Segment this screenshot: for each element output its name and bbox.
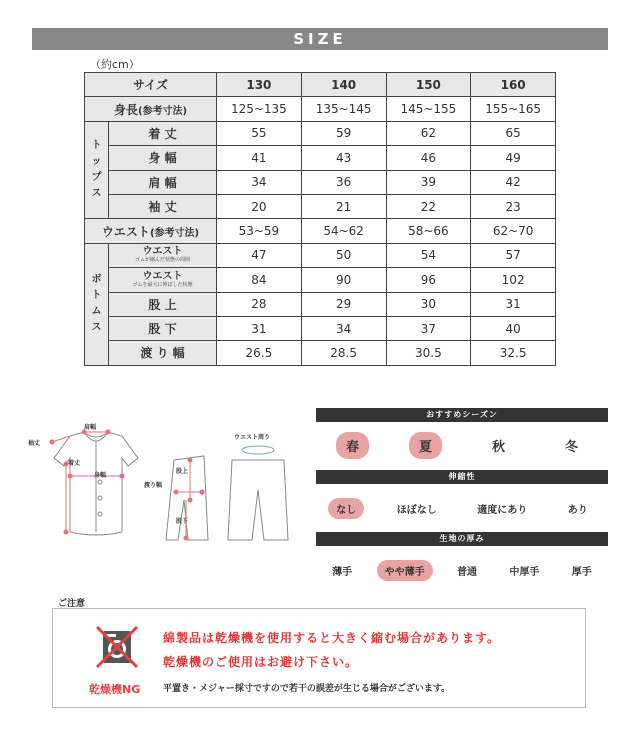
table-cell: 102 bbox=[471, 268, 556, 292]
bottoms-row-label: 股 下 bbox=[109, 316, 217, 340]
table-cell: 40 bbox=[471, 316, 556, 340]
thickness-medium-thick: 中厚手 bbox=[509, 567, 540, 578]
tops-row-label: 着 丈 bbox=[109, 121, 217, 145]
table-cell: 21 bbox=[301, 194, 386, 218]
bottoms-row-label: 股 上 bbox=[109, 292, 217, 316]
bottoms-group-label: ボ ト ム ス bbox=[85, 243, 109, 365]
tops-group-label: ト ッ プ ス bbox=[85, 121, 109, 219]
size-header-label: サイズ bbox=[85, 73, 217, 97]
table-row bbox=[85, 97, 556, 121]
waist-value: 53~59 bbox=[217, 219, 302, 243]
stretch-yes: あり bbox=[567, 505, 588, 516]
size-col-130: 130 bbox=[217, 73, 302, 97]
body-width-label: 身幅 bbox=[94, 472, 107, 479]
shoulder-label: 肩幅 bbox=[84, 424, 97, 431]
thickness-slightly-thin: やや薄手 bbox=[377, 560, 433, 581]
season-winter: 冬 bbox=[564, 440, 578, 455]
table-row bbox=[85, 146, 556, 170]
height-value: 135~145 bbox=[301, 97, 386, 121]
table-row bbox=[85, 316, 556, 340]
height-value: 145~155 bbox=[386, 97, 471, 121]
warning-line-2: 乾燥機のご使用はお避け下さい。 bbox=[163, 655, 359, 669]
size-banner: SIZE bbox=[32, 28, 608, 50]
table-cell: 29 bbox=[301, 292, 386, 316]
table-cell: 42 bbox=[471, 170, 556, 194]
stretch-none: なし bbox=[328, 498, 364, 519]
thickness-thin: 薄手 bbox=[332, 567, 353, 578]
rise-label: 股上 bbox=[176, 468, 189, 475]
measurement-note: 平置き・メジャー採寸ですので若干の誤差が生じる場合がございます。 bbox=[163, 684, 451, 694]
table-cell: 54 bbox=[386, 243, 471, 267]
table-cell: 41 bbox=[217, 146, 302, 170]
garment-illustration-icon bbox=[26, 420, 316, 550]
table-row bbox=[85, 194, 556, 218]
table-cell: 30.5 bbox=[386, 341, 471, 365]
table-cell: 59 bbox=[301, 121, 386, 145]
table-cell: 96 bbox=[386, 268, 471, 292]
table-cell: 20 bbox=[217, 194, 302, 218]
table-cell: 43 bbox=[301, 146, 386, 170]
season-options bbox=[316, 432, 608, 459]
season-summer: 夏 bbox=[409, 432, 442, 459]
size-table bbox=[84, 72, 556, 366]
stretch-options bbox=[316, 498, 608, 519]
season-autumn: 秋 bbox=[491, 440, 505, 455]
table-row bbox=[85, 170, 556, 194]
table-cell: 30 bbox=[386, 292, 471, 316]
table-row bbox=[85, 243, 556, 267]
table-cell: 47 bbox=[217, 243, 302, 267]
length-label: 着丈 bbox=[68, 460, 81, 467]
thickness-normal: 普通 bbox=[456, 567, 477, 578]
tops-row-label: 身 幅 bbox=[109, 146, 217, 170]
table-cell: 31 bbox=[471, 292, 556, 316]
table-row bbox=[85, 292, 556, 316]
table-cell: 55 bbox=[217, 121, 302, 145]
waist-circ-label: ウエスト周り bbox=[234, 434, 271, 441]
thickness-thick: 厚手 bbox=[571, 567, 592, 578]
bottoms-waist-relaxed-label: ウエスト ゴムが縮んだ状態の周囲 bbox=[109, 243, 217, 267]
sleeve-label: 袖丈 bbox=[28, 440, 41, 447]
table-row bbox=[85, 341, 556, 365]
size-col-160: 160 bbox=[471, 73, 556, 97]
table-cell: 46 bbox=[386, 146, 471, 170]
table-cell: 28 bbox=[217, 292, 302, 316]
unit-label: （約cm） bbox=[90, 58, 140, 71]
height-label-cell: 身長(参考寸法) bbox=[85, 97, 217, 121]
measurement-diagram bbox=[26, 420, 316, 550]
table-cell: 50 bbox=[301, 243, 386, 267]
size-col-150: 150 bbox=[386, 73, 471, 97]
table-row bbox=[85, 268, 556, 292]
table-cell: 36 bbox=[301, 170, 386, 194]
bottoms-waist-stretched-label: ウエスト ゴムを最大に伸ばした状態 bbox=[109, 268, 217, 292]
thickness-options bbox=[316, 560, 608, 581]
waist-value: 54~62 bbox=[301, 219, 386, 243]
dryer-ng-label: 乾燥機NG bbox=[89, 683, 141, 696]
table-cell: 90 bbox=[301, 268, 386, 292]
height-value: 125~135 bbox=[217, 97, 302, 121]
no-dryer-icon bbox=[95, 625, 139, 669]
table-cell: 34 bbox=[217, 170, 302, 194]
table-cell: 49 bbox=[471, 146, 556, 170]
inseam-label: 股下 bbox=[176, 518, 189, 525]
table-cell: 28.5 bbox=[301, 341, 386, 365]
size-col-140: 140 bbox=[301, 73, 386, 97]
table-header-row bbox=[85, 73, 556, 97]
table-row bbox=[85, 219, 556, 243]
season-spring: 春 bbox=[336, 432, 369, 459]
tops-row-label: 肩 幅 bbox=[109, 170, 217, 194]
thigh-label: 渡り幅 bbox=[144, 482, 163, 489]
thickness-title: 生地の厚み bbox=[316, 532, 608, 546]
warning-line-1: 綿製品は乾燥機を使用すると大きく縮む場合があります。 bbox=[163, 631, 501, 645]
table-cell: 65 bbox=[471, 121, 556, 145]
table-cell: 62 bbox=[386, 121, 471, 145]
stretch-almost-none: ほぼなし bbox=[396, 505, 437, 516]
table-cell: 23 bbox=[471, 194, 556, 218]
table-cell: 57 bbox=[471, 243, 556, 267]
table-row bbox=[85, 121, 556, 145]
waist-value: 58~66 bbox=[386, 219, 471, 243]
height-value: 155~165 bbox=[471, 97, 556, 121]
table-cell: 31 bbox=[217, 316, 302, 340]
table-cell: 37 bbox=[386, 316, 471, 340]
table-cell: 84 bbox=[217, 268, 302, 292]
table-cell: 39 bbox=[386, 170, 471, 194]
tops-row-label: 袖 丈 bbox=[109, 194, 217, 218]
season-title: おすすめシーズン bbox=[316, 408, 608, 422]
stretch-title: 伸縮性 bbox=[316, 470, 608, 484]
waist-value: 62~70 bbox=[471, 219, 556, 243]
table-cell: 32.5 bbox=[471, 341, 556, 365]
table-cell: 34 bbox=[301, 316, 386, 340]
bottoms-row-label: 渡 り 幅 bbox=[109, 341, 217, 365]
stretch-moderate: 適度にあり bbox=[477, 505, 528, 516]
notice-title: ご注意 bbox=[58, 599, 86, 609]
table-cell: 26.5 bbox=[217, 341, 302, 365]
table-cell: 22 bbox=[386, 194, 471, 218]
notice-box bbox=[52, 608, 586, 708]
waist-label-cell: ウエスト(参考寸法) bbox=[85, 219, 217, 243]
